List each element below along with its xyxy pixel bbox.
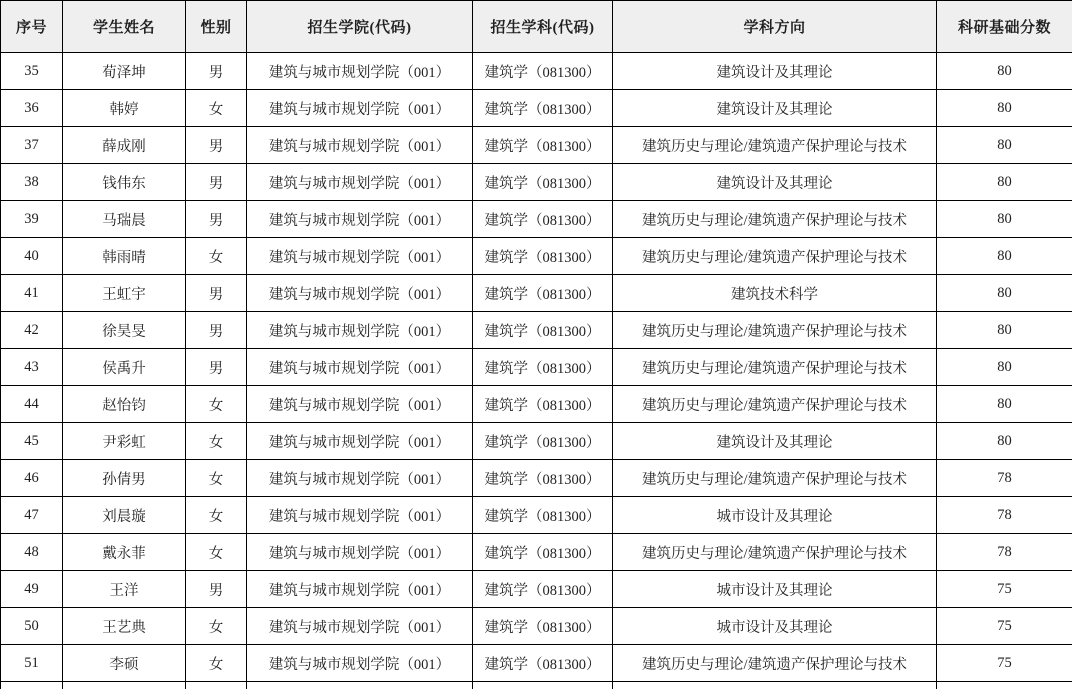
cell-college: 建筑与城市规划学院（001） xyxy=(247,312,473,349)
table-body xyxy=(1,53,1072,689)
cell-direction: 建筑技术科学 xyxy=(613,275,937,312)
header-admission-college: 招生学院(代码) xyxy=(247,1,473,53)
cell-empty xyxy=(937,682,1072,689)
cell-score: 78 xyxy=(937,460,1072,497)
table-row xyxy=(1,275,1072,312)
table-row xyxy=(1,645,1072,682)
cell-direction: 建筑历史与理论/建筑遗产保护理论与技术 xyxy=(613,312,937,349)
cell-college: 建筑与城市规划学院（001） xyxy=(247,423,473,460)
table-row xyxy=(1,460,1072,497)
cell-direction: 建筑设计及其理论 xyxy=(613,423,937,460)
cell-gender: 女 xyxy=(186,534,247,571)
cell-no: 49 xyxy=(1,571,63,608)
cell-score: 80 xyxy=(937,53,1072,90)
cell-no: 43 xyxy=(1,349,63,386)
cell-empty xyxy=(613,682,937,689)
cell-name: 王虹宇 xyxy=(63,275,186,312)
cell-score: 80 xyxy=(937,90,1072,127)
cell-direction: 建筑设计及其理论 xyxy=(613,90,937,127)
header-admission-discipline: 招生学科(代码) xyxy=(473,1,613,53)
cell-gender: 女 xyxy=(186,497,247,534)
cell-gender: 女 xyxy=(186,238,247,275)
cell-name: 马瑞晨 xyxy=(63,201,186,238)
cell-no: 39 xyxy=(1,201,63,238)
cell-gender: 女 xyxy=(186,386,247,423)
cell-score: 78 xyxy=(937,497,1072,534)
cell-gender: 男 xyxy=(186,53,247,90)
cell-gender: 男 xyxy=(186,164,247,201)
table-row xyxy=(1,349,1072,386)
cell-college: 建筑与城市规划学院（001） xyxy=(247,608,473,645)
table-row xyxy=(1,534,1072,571)
cell-direction: 建筑历史与理论/建筑遗产保护理论与技术 xyxy=(613,645,937,682)
cell-direction: 建筑历史与理论/建筑遗产保护理论与技术 xyxy=(613,534,937,571)
cell-score: 80 xyxy=(937,275,1072,312)
cell-name: 尹彩虹 xyxy=(63,423,186,460)
cell-direction: 建筑设计及其理论 xyxy=(613,53,937,90)
cell-name: 韩雨晴 xyxy=(63,238,186,275)
cell-discipline: 建筑学（081300） xyxy=(473,386,613,423)
cell-discipline: 建筑学（081300） xyxy=(473,164,613,201)
header-research-score: 科研基础分数 xyxy=(937,1,1072,53)
cell-gender: 男 xyxy=(186,127,247,164)
cell-name: 侯禹升 xyxy=(63,349,186,386)
table-row xyxy=(1,53,1072,90)
table-row xyxy=(1,164,1072,201)
cell-discipline: 建筑学（081300） xyxy=(473,127,613,164)
cell-no: 42 xyxy=(1,312,63,349)
header-row xyxy=(1,1,1072,53)
header-serial-number: 序号 xyxy=(1,1,63,53)
cell-score: 80 xyxy=(937,127,1072,164)
header-student-name: 学生姓名 xyxy=(63,1,186,53)
cell-no: 45 xyxy=(1,423,63,460)
cell-name: 韩婷 xyxy=(63,90,186,127)
table-row xyxy=(1,127,1072,164)
table-row xyxy=(1,90,1072,127)
cell-direction: 建筑历史与理论/建筑遗产保护理论与技术 xyxy=(613,238,937,275)
cell-college: 建筑与城市规划学院（001） xyxy=(247,164,473,201)
cell-empty xyxy=(63,682,186,689)
cell-gender: 女 xyxy=(186,608,247,645)
cell-no: 51 xyxy=(1,645,63,682)
table-row xyxy=(1,571,1072,608)
cell-score: 80 xyxy=(937,201,1072,238)
cell-college: 建筑与城市规划学院（001） xyxy=(247,127,473,164)
cell-score: 80 xyxy=(937,423,1072,460)
cell-score: 80 xyxy=(937,386,1072,423)
cell-discipline: 建筑学（081300） xyxy=(473,423,613,460)
table-row xyxy=(1,386,1072,423)
cell-name: 孙倩男 xyxy=(63,460,186,497)
cell-discipline: 建筑学（081300） xyxy=(473,608,613,645)
table-row xyxy=(1,423,1072,460)
cell-name: 戴永菲 xyxy=(63,534,186,571)
cell-discipline: 建筑学（081300） xyxy=(473,534,613,571)
table-row xyxy=(1,238,1072,275)
table-row-partial xyxy=(1,682,1072,689)
cell-score: 80 xyxy=(937,238,1072,275)
cell-score: 80 xyxy=(937,349,1072,386)
cell-direction: 建筑历史与理论/建筑遗产保护理论与技术 xyxy=(613,127,937,164)
cell-name: 刘晨璇 xyxy=(63,497,186,534)
cell-score: 80 xyxy=(937,312,1072,349)
cell-no: 50 xyxy=(1,608,63,645)
cell-score: 75 xyxy=(937,608,1072,645)
table-row xyxy=(1,608,1072,645)
cell-direction: 建筑历史与理论/建筑遗产保护理论与技术 xyxy=(613,386,937,423)
cell-name: 薛成刚 xyxy=(63,127,186,164)
cell-gender: 女 xyxy=(186,460,247,497)
cell-empty xyxy=(473,682,613,689)
cell-no: 38 xyxy=(1,164,63,201)
cell-no: 37 xyxy=(1,127,63,164)
cell-gender: 女 xyxy=(186,645,247,682)
table-row xyxy=(1,312,1072,349)
cell-gender: 男 xyxy=(186,571,247,608)
cell-discipline: 建筑学（081300） xyxy=(473,460,613,497)
cell-direction: 建筑历史与理论/建筑遗产保护理论与技术 xyxy=(613,201,937,238)
cell-college: 建筑与城市规划学院（001） xyxy=(247,275,473,312)
cell-direction: 建筑设计及其理论 xyxy=(613,164,937,201)
cell-no: 48 xyxy=(1,534,63,571)
header-gender: 性别 xyxy=(186,1,247,53)
header-discipline-direction: 学科方向 xyxy=(613,1,937,53)
cell-name: 赵怡钧 xyxy=(63,386,186,423)
cell-college: 建筑与城市规划学院（001） xyxy=(247,238,473,275)
cell-no: 36 xyxy=(1,90,63,127)
table-row xyxy=(1,497,1072,534)
cell-no: 35 xyxy=(1,53,63,90)
cell-discipline: 建筑学（081300） xyxy=(473,53,613,90)
cell-gender: 男 xyxy=(186,201,247,238)
cell-discipline: 建筑学（081300） xyxy=(473,201,613,238)
table-header xyxy=(1,1,1072,53)
cell-name: 王艺典 xyxy=(63,608,186,645)
cell-college: 建筑与城市规划学院（001） xyxy=(247,201,473,238)
cell-name: 李硕 xyxy=(63,645,186,682)
cell-college: 建筑与城市规划学院（001） xyxy=(247,90,473,127)
cell-direction: 建筑历史与理论/建筑遗产保护理论与技术 xyxy=(613,349,937,386)
cell-empty xyxy=(186,682,247,689)
cell-discipline: 建筑学（081300） xyxy=(473,571,613,608)
cell-score: 80 xyxy=(937,164,1072,201)
cell-gender: 女 xyxy=(186,90,247,127)
cell-gender: 男 xyxy=(186,275,247,312)
cell-college: 建筑与城市规划学院（001） xyxy=(247,534,473,571)
cell-name: 徐昊旻 xyxy=(63,312,186,349)
cell-direction: 城市设计及其理论 xyxy=(613,608,937,645)
cell-college: 建筑与城市规划学院（001） xyxy=(247,460,473,497)
cell-empty xyxy=(247,682,473,689)
cell-score: 78 xyxy=(937,534,1072,571)
cell-name: 荀泽坤 xyxy=(63,53,186,90)
cell-college: 建筑与城市规划学院（001） xyxy=(247,349,473,386)
cell-discipline: 建筑学（081300） xyxy=(473,312,613,349)
cell-college: 建筑与城市规划学院（001） xyxy=(247,386,473,423)
cell-direction: 城市设计及其理论 xyxy=(613,571,937,608)
cell-no: 40 xyxy=(1,238,63,275)
cell-name: 钱伟东 xyxy=(63,164,186,201)
cell-name: 王洋 xyxy=(63,571,186,608)
cell-discipline: 建筑学（081300） xyxy=(473,90,613,127)
cell-discipline: 建筑学（081300） xyxy=(473,497,613,534)
cell-score: 75 xyxy=(937,645,1072,682)
table-row xyxy=(1,201,1072,238)
cell-no: 46 xyxy=(1,460,63,497)
cell-discipline: 建筑学（081300） xyxy=(473,645,613,682)
cell-no: 44 xyxy=(1,386,63,423)
cell-gender: 男 xyxy=(186,349,247,386)
cell-gender: 女 xyxy=(186,423,247,460)
cell-discipline: 建筑学（081300） xyxy=(473,238,613,275)
cell-college: 建筑与城市规划学院（001） xyxy=(247,571,473,608)
cell-no: 47 xyxy=(1,497,63,534)
cell-discipline: 建筑学（081300） xyxy=(473,275,613,312)
cell-college: 建筑与城市规划学院（001） xyxy=(247,53,473,90)
cell-no: 41 xyxy=(1,275,63,312)
cell-empty xyxy=(1,682,63,689)
cell-discipline: 建筑学（081300） xyxy=(473,349,613,386)
cell-college: 建筑与城市规划学院（001） xyxy=(247,645,473,682)
cell-college: 建筑与城市规划学院（001） xyxy=(247,497,473,534)
cell-direction: 城市设计及其理论 xyxy=(613,497,937,534)
cell-score: 75 xyxy=(937,571,1072,608)
cell-direction: 建筑历史与理论/建筑遗产保护理论与技术 xyxy=(613,460,937,497)
cell-gender: 男 xyxy=(186,312,247,349)
